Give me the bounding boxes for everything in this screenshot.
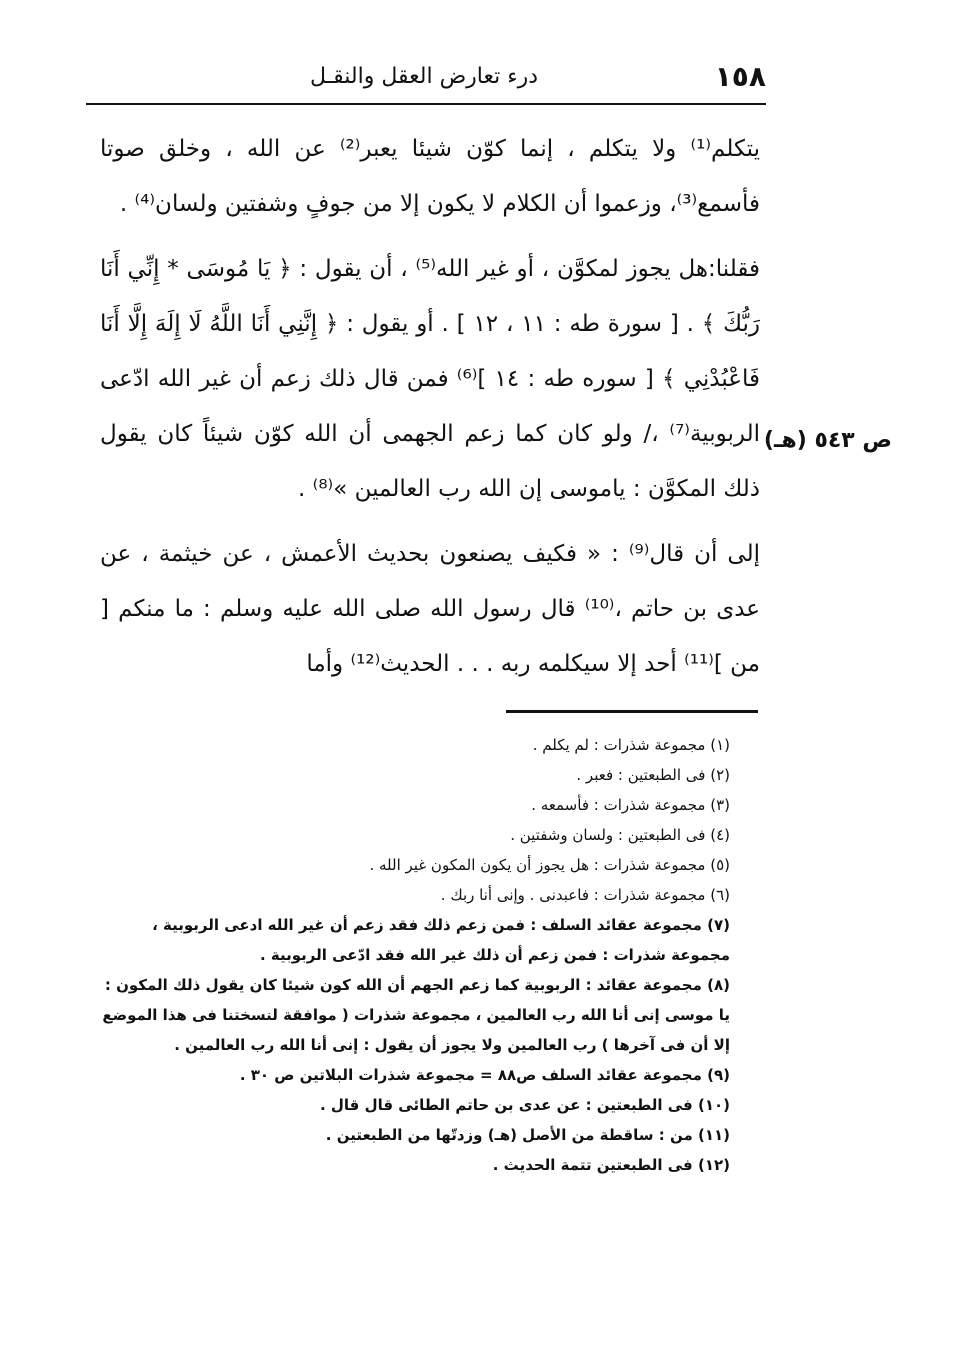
footnote: (٤) فى الطبعتين : ولسان وشفتين .	[510, 826, 730, 844]
footnote: (٨) مجموعة عقائد : الربوبية كما زعم الجهم أن الله كون شيئا كان يقول ذلك المكون : يا موسى إنى أنا الله رب العالمين ، مجموعة شذرات ( موافقة لنسختنا فى هذا الموضع إلا أن فى آخرها ) رب العالمين ولا يجوز أن يقول : إنى أنا الله رب العالمين .	[102, 976, 730, 1054]
page-header	[86, 60, 766, 100]
footnote: (١١) من : ساقطة من الأصل (هـ) وزدتّها من الطبعتين .	[325, 1126, 730, 1144]
footnote: (٥) مجموعة شذرات : هل يجوز أن يكون المكون غير الله .	[369, 856, 730, 874]
page-number: ١٥٨	[714, 60, 766, 93]
header-rule	[86, 103, 766, 105]
paragraph: يتكلم⁽¹⁾ ولا يتكلم ، إنما كوّن شيئا يعبر⁽²⁾ عن الله ، وخلق صوتا فأسمع⁽³⁾، وزعموا أن الكلام لا يكون إلا من جوفٍ وشفتين ولسان⁽⁴⁾ .	[100, 136, 760, 217]
footnote: (٦) مجموعة شذرات : فاعبدنى . وإنى أنا ربك .	[440, 886, 730, 904]
footnote: (٣) مجموعة شذرات : فأسمعه .	[531, 796, 730, 814]
margin-page-reference: ص ٥٤٣ (هـ)	[763, 428, 892, 453]
paragraph: إلى أن قال⁽⁹⁾ : « فكيف يصنعون بحديث الأعمش ، عن خيثمة ، عن عدى بن حاتم ،⁽¹⁰⁾ قال رسول الله صلى الله عليه وسلم : ما منكم [ من ]⁽¹¹⁾ أحد إلا سيكلمه ربه . . . الحديث⁽¹²⁾ وأما	[100, 541, 760, 677]
footnote-separator	[506, 710, 758, 713]
main-text	[100, 122, 760, 702]
footnote: (٧) مجموعة عقائد السلف : فمن زعم ذلك فقد زعم أن غير الله ادعى الربوبية ، مجموعة شذرات : فمن زعم أن ذلك غير الله فقد ادّعى الربوبية .	[152, 916, 730, 964]
paragraph: فقلنا:هل يجوز لمكوَّن ، أو غير الله⁽⁵⁾ ، أن يقول : ﴿ يَا مُوسَى * إِنِّي أَنَا رَبُّكَ ﴾ . [ سورة طه : ١١ ، ١٢ ] . أو يقول : ﴿ إِنَّنِي أَنَا اللَّهُ لَا إِلَهَ إِلَّا أَنَا فَاعْبُدْنِي ﴾ [ سوره طه : ١٤ ]⁽⁶⁾ فمن قال ذلك زعم أن غير الله ادّعى الربوبية⁽⁷⁾ ،/ ولو كان كما زعم الجهمى أن الله كوّن شيئاً كان يقول ذلك المكوَّن : ياموسى إن الله رب العالمين »⁽⁸⁾ .	[100, 256, 761, 502]
footnote: (٢) فى الطبعتين : فعبر .	[576, 766, 730, 784]
footnote: (١) مجموعة شذرات : لم يكلم .	[532, 736, 730, 754]
footnote: (٩) مجموعة عقائد السلف ص٨٨ = مجموعة شذرات البلاتين ص ٣٠ .	[239, 1066, 730, 1084]
footnote: (١٠) فى الطبعتين : عن عدى بن حاتم الطائى قال قال .	[319, 1096, 730, 1114]
running-title: درء تعارض العقل والنقـل	[310, 64, 538, 89]
footnote: (١٢) فى الطبعتين تتمة الحديث .	[492, 1156, 730, 1174]
footnotes	[96, 730, 760, 1180]
